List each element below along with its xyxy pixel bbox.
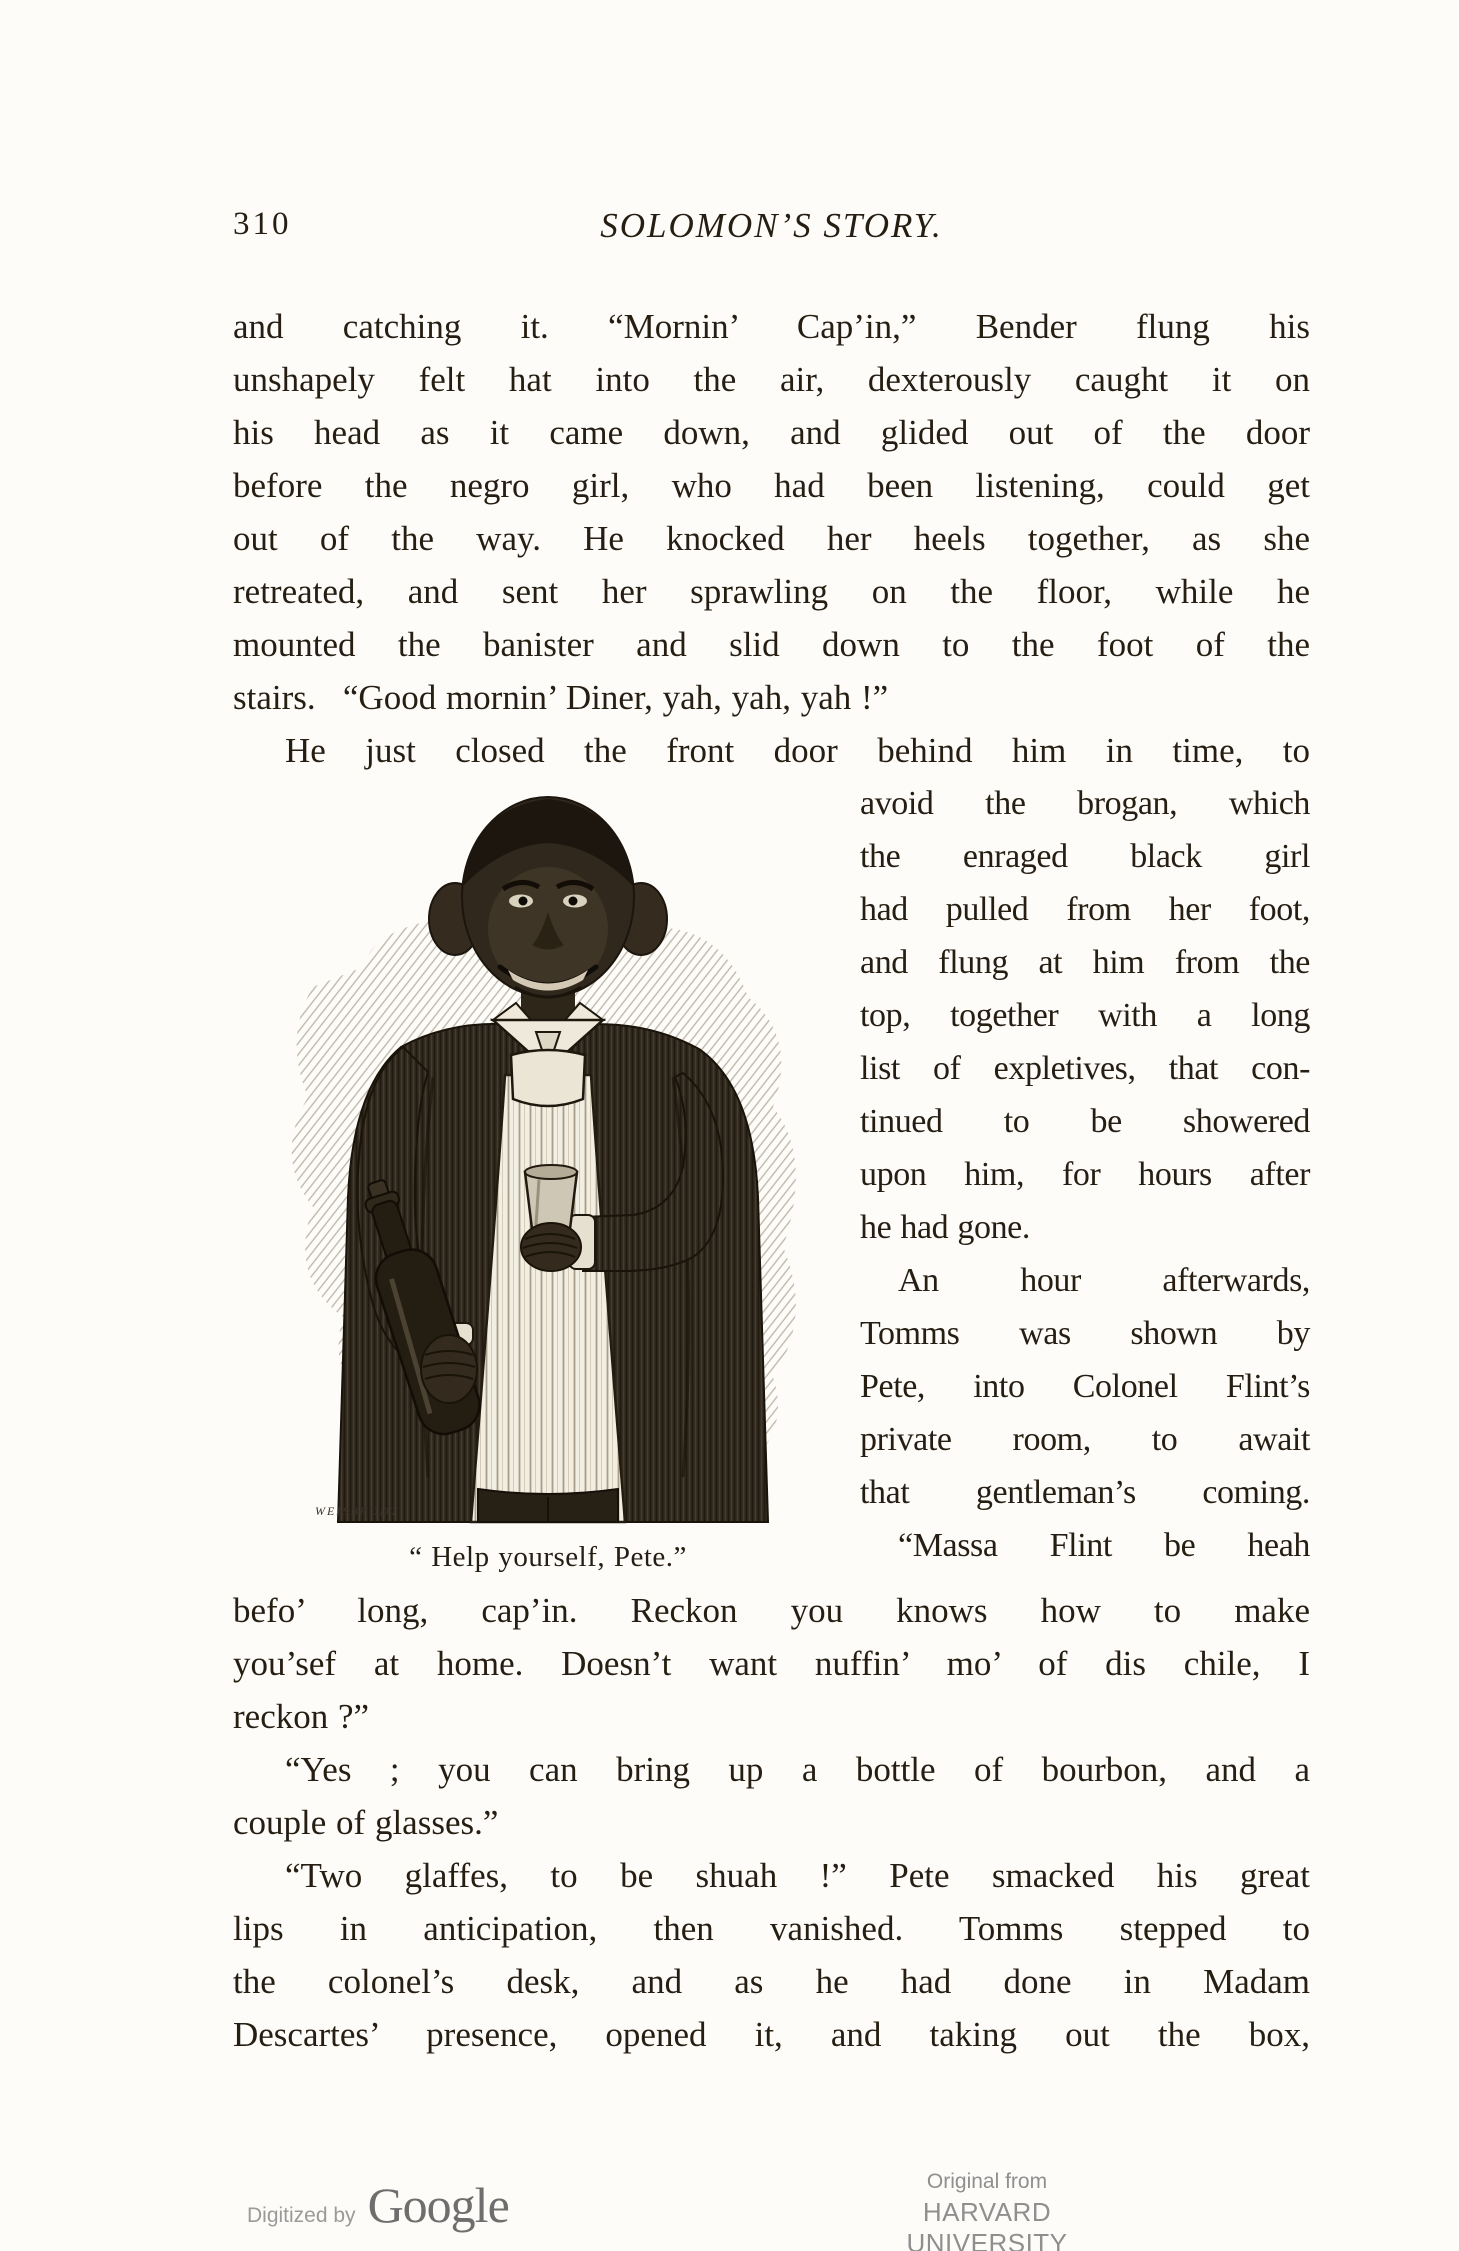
text-line: befo’ long, cap’in. Reckon you knows how to make (233, 1591, 1310, 1630)
text-line: had pulled from her foot, (860, 891, 1310, 928)
left-hand (521, 1223, 581, 1271)
illustration-row (233, 777, 1310, 1584)
body-text (233, 300, 1310, 2061)
text-line: and flung at him from the (860, 944, 1310, 981)
text-line: Pete, into Colonel Flint’s (860, 1368, 1310, 1405)
paragraph-2-first-line (233, 724, 1310, 777)
text-line: lips in anticipation, then vanished. Tomms stepped to (233, 1909, 1310, 1948)
text-line: mounted the banister and slid down to the foot of the (233, 625, 1310, 664)
text-line: avoid the brogan, which (860, 785, 1310, 822)
text-line: his head as it came down, and glided out of the door (233, 413, 1310, 452)
engraver-signature: WEISBRODT (315, 1504, 399, 1518)
right-text-column (860, 777, 1310, 1572)
text-line: Descartes’ presence, opened it, and taking out the box, (233, 2015, 1310, 2054)
original-from-label: Original from (926, 2170, 1048, 2193)
trousers (478, 1489, 618, 1522)
engraving-figure (253, 777, 843, 1584)
running-title: SOLOMON’S STORY. (600, 206, 943, 245)
cup (525, 1165, 577, 1229)
text-line: unshapely felt hat into the air, dexterously caught it on (233, 360, 1310, 399)
text-line: “Two glaffes, to be shuah !” Pete smacked his great (285, 1856, 1310, 1895)
text-line: the enraged black girl (860, 838, 1310, 875)
text-line: that gentleman’s coming. (860, 1474, 1310, 1511)
text-line: he had gone. (860, 1209, 1030, 1246)
running-head (233, 206, 1310, 250)
text-column (233, 0, 1310, 2061)
text-line: the colonel’s desk, and as he had done in Madam (233, 1962, 1310, 2001)
text-line: tinued to be showered (860, 1103, 1310, 1140)
digitized-by-mark (247, 2176, 509, 2234)
text-line: “Massa Flint be heah (898, 1527, 1310, 1564)
text-line: An hour afterwards, (898, 1262, 1310, 1299)
google-logo: Google (367, 2177, 509, 2233)
text-line: stairs. “Good mornin’ Diner, yah, yah, yah !” (233, 678, 889, 717)
text-line: “Yes ; you can bring up a bottle of bourbon, and a (285, 1750, 1310, 1789)
text-line: upon him, for hours after (860, 1156, 1310, 1193)
digitized-by-label: Digitized by (247, 2204, 356, 2227)
text-line: list of expletives, that con- (860, 1050, 1310, 1087)
text-line: out of the way. He knocked her heels together, as she (233, 519, 1310, 558)
original-from-mark (852, 2170, 1122, 2251)
text-line: He just closed the front door behind him in time, to (285, 731, 1310, 770)
text-line: couple of glasses.” (233, 1803, 499, 1842)
text-line: private room, to await (860, 1421, 1310, 1458)
text-line: before the negro girl, who had been listening, could get (233, 466, 1310, 505)
text-line: you’sef at home. Doesn’t want nuffin’ mo’ of dis chile, I (233, 1644, 1310, 1683)
engraving-illustration (253, 777, 843, 1527)
paragraph-1 (233, 300, 1310, 724)
bottom-paragraphs (233, 1584, 1310, 2061)
figure-man (338, 797, 768, 1522)
text-line: Tomms was shown by (860, 1315, 1310, 1352)
text-line: reckon ?” (233, 1697, 370, 1736)
text-line: and catching it. “Mornin’ Cap’in,” Bender flung his (233, 307, 1310, 346)
right-hand (421, 1335, 477, 1403)
text-line: top, together with a long (860, 997, 1310, 1034)
figure-caption: “ Help yourself, Pete.” (409, 1541, 687, 1573)
text-line: retreated, and sent her sprawling on the floor, while he (233, 572, 1310, 611)
page-number: 310 (233, 206, 292, 242)
institution-label: HARVARD UNIVERSITY (906, 2197, 1068, 2251)
